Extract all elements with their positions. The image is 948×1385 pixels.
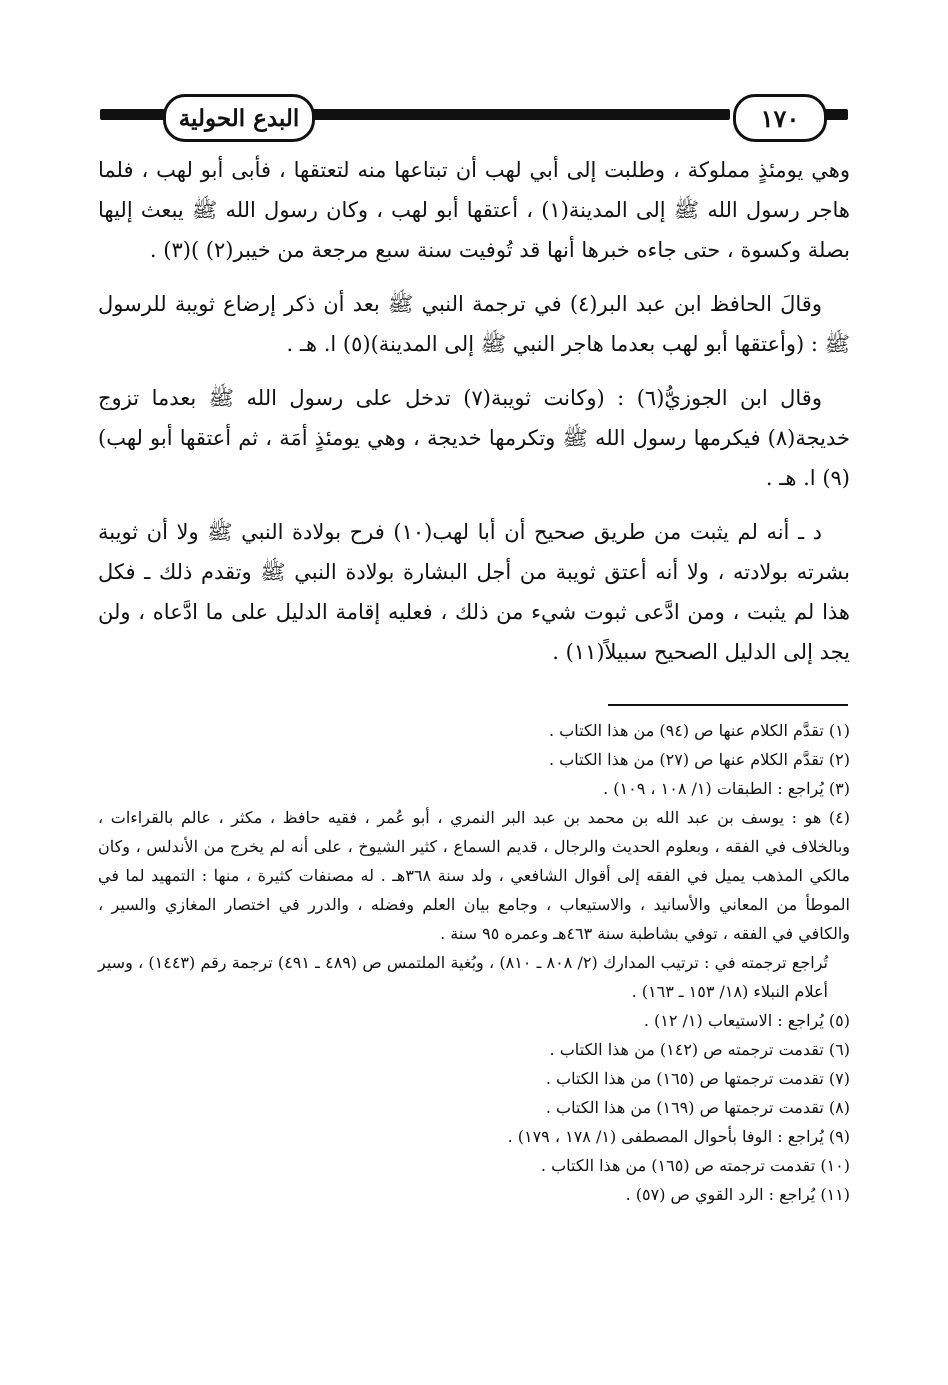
main-text [98, 150, 850, 686]
paragraph: د ـ أنه لم يثبت من طريق صحيح أن أبا لهب(١٠) فرح بولادة النبي ﷺ ولا أن ثويبة بشرته بولادته ، ولا أنه أعتق ثويبة من أجل البشارة بولادة النبي ﷺ وتقدم ذلك ـ فكل هذا لم يثبت ، ومن ادَّعى ثبوت شيء من ذلك ، فعليه إقامة الدليل على ما ادَّعاه ، ولن يجد إلى الدليل الصحيح سبيلاً(١١) . [98, 520, 850, 664]
footnote-continuation: تُراجع ترجمته في : ترتيب المدارك (٢/ ٨٠٨ ـ ٨١٠) ، وبُغية الملتمس ص (٤٨٩ ـ ٤٩١) ترجمة رقم (١٤٤٣) ، وسير أعلام النبلاء (١٨/ ١٥٣ ـ ١٦٣) . [98, 953, 828, 1001]
header-rule-left [100, 109, 165, 120]
footnote: (١٠) تقدمت ترجمته ص (١٦٥) من هذا الكتاب . [540, 1156, 850, 1175]
footnote: (٧) تقدمت ترجمتها ص (١٦٥) من هذا الكتاب . [545, 1069, 850, 1088]
footnote: (٦) تقدمت ترجمته ص (١٤٢) من هذا الكتاب . [549, 1040, 850, 1059]
paragraph: وقالَ الحافظ ابن عبد البر(٤) في ترجمة النبي ﷺ بعد أن ذكر إرضاع ثويبة للرسول ﷺ : (وأعتقها أبو لهب بعدما هاجر النبي ﷺ إلى المدينة)(٥) ا. هـ . [98, 292, 850, 356]
footnote: (١) تقدَّم الكلام عنها ص (٩٤) من هذا الكتاب . [549, 721, 850, 740]
footnote: (٢) تقدَّم الكلام عنها ص (٢٧) من هذا الكتاب . [549, 750, 850, 769]
page-number: ١٧٠ [733, 94, 827, 142]
footnote-separator [608, 704, 848, 706]
paragraph: وقال ابن الجوزيُّ(٦) : (وكانت ثويبة(٧) تدخل على رسول الله ﷺ بعدما تزوج خديجة(٨) فيكرمها رسول الله ﷺ وتكرمها خديجة ، وهي يومئذٍ أمَة ، ثم أعتقها أبو لهب)(٩) ا. هـ . [98, 386, 850, 490]
paragraph: وهي يومئذٍ مملوكة ، وطلبت إلى أبي لهب أن تبتاعها منه لتعتقها ، فأبى أبو لهب ، فلما هاجر رسول الله ﷺ إلى المدينة(١) ، أعتقها أبو لهب ، وكان رسول الله ﷺ يبعث إليها بصلة وكسوة ، حتى جاءه خبرها أنها قد تُوفيت سنة سبع مرجعة من خيبر(٢) )(٣) . [98, 158, 850, 262]
footnote: (٤) هو : يوسف بن عبد الله بن محمد بن عبد البر النمري ، أبو عُمر ، فقيه حافظ ، مكثر ، عالم بالقراءات ، وبالخلاف في الفقه ، وبعلوم الحديث والرجال ، قديم السماع ، كثير الشيوخ ، على أنه لم يخرج من الأندلس ، وكان مالكي المذهب يميل في الفقه إلى أقوال الشافعي ، ولد سنة ٣٦٨هـ . له مصنفات كثيرة ، منها : التمهيد لما في الموطأ من المعاني والأسانيد ، والاستيعاب ، وجامع بيان العلم وفضله ، والدرر في اختصار المغازي والسير ، والكافي في الفقه ، توفي بشاطبة سنة ٤٦٣هـ وعمره ٩٥ سنة . [98, 808, 851, 943]
header-rule-middle [312, 109, 730, 120]
footnote: (٣) يُراجع : الطبقات (١/ ١٠٨ ، ١٠٩) . [603, 779, 850, 798]
footnotes [98, 716, 850, 1209]
footnote: (٨) تقدمت ترجمتها ص (١٦٩) من هذا الكتاب . [545, 1098, 850, 1117]
footnote: (٥) يُراجع : الاستيعاب (١/ ١٢) . [643, 1011, 850, 1030]
footnote: (٩) يُراجع : الوفا بأحوال المصطفى (١/ ١٧٨ ، ١٧٩) . [507, 1127, 850, 1146]
running-title: البدع الحولية [163, 94, 315, 142]
footnote: (١١) يُراجع : الرد القوي ص (٥٧) . [625, 1185, 850, 1204]
